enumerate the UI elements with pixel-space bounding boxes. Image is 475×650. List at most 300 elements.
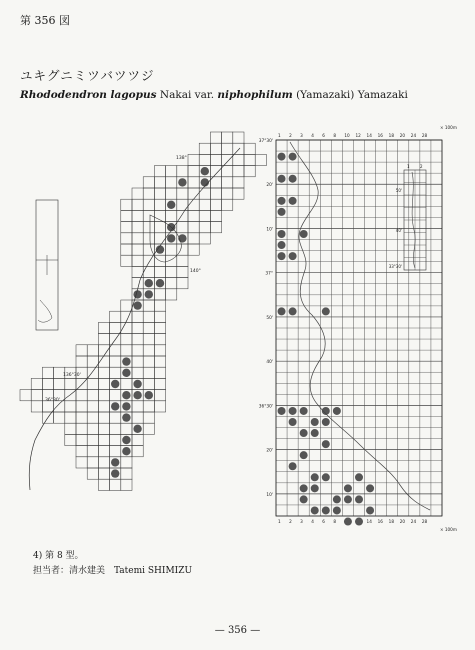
map-grid-cell xyxy=(143,322,154,333)
map-grid-cell xyxy=(154,356,165,367)
chart-top-tick: 20 xyxy=(399,133,406,138)
chart-occurrence-dot xyxy=(289,175,297,183)
map-grid-cell xyxy=(210,166,221,177)
chart-bottom-tick: 6 xyxy=(322,519,325,524)
map-grid-cell xyxy=(177,188,188,199)
chart-top-tick: 12 xyxy=(355,133,361,138)
chart-occurrence-dot xyxy=(289,407,297,415)
chart-top-tick: 16 xyxy=(377,133,383,138)
map-occurrence-dot xyxy=(122,447,130,455)
map-occurrence-dot xyxy=(133,425,141,433)
map-grid-cell xyxy=(166,177,177,188)
map-grid-cell xyxy=(132,222,143,233)
map-grid-cell xyxy=(76,390,87,401)
map-grid-cell xyxy=(233,166,244,177)
map-grid-cell xyxy=(87,434,98,445)
map-grid-cell xyxy=(110,446,121,457)
chart-occurrence-dot xyxy=(322,418,330,426)
chart-occurrence-dot xyxy=(311,418,319,426)
map-grid-cell xyxy=(31,401,42,412)
map-grid-cell xyxy=(143,311,154,322)
map-grid-cell xyxy=(188,177,199,188)
map-occurrence-dot xyxy=(111,402,119,410)
map-grid-cell xyxy=(76,434,87,445)
map-grid-cell xyxy=(110,322,121,333)
map-grid-cell xyxy=(222,199,233,210)
map-occurrence-dot xyxy=(178,178,186,186)
map-grid-cell xyxy=(222,166,233,177)
map-grid-cell xyxy=(132,322,143,333)
chart-top-tick: 8 xyxy=(333,133,337,138)
chart-top-tick: 24 xyxy=(410,133,417,138)
map-grid-cell xyxy=(143,199,154,210)
chart-occurrence-dot xyxy=(300,429,308,437)
inset-tick-label: 2 xyxy=(420,164,423,169)
map-grid-cell xyxy=(98,390,109,401)
map-occurrence-dot xyxy=(156,279,164,287)
map-grid-cell xyxy=(154,177,165,188)
map-grid-cell xyxy=(143,244,154,255)
map-grid-cell xyxy=(222,154,233,165)
chart-top-tick: 2 xyxy=(289,133,292,138)
map-grid-cell xyxy=(76,345,87,356)
map-grid-cell xyxy=(76,446,87,457)
map-grid-cell xyxy=(188,210,199,221)
map-occurrence-dot xyxy=(122,357,130,365)
map-grid-cell xyxy=(154,199,165,210)
chart-occurrence-dot xyxy=(311,473,319,481)
inset-tick-label: 1 xyxy=(407,164,410,169)
chart-lat-label: 20' xyxy=(266,183,273,189)
map-occurrence-dot xyxy=(111,380,119,388)
map-label-lon-140: 140° xyxy=(190,269,201,274)
chart-top-unit: × 100m xyxy=(440,125,457,130)
map-occurrence-dot xyxy=(122,436,130,444)
map-grid-cell xyxy=(199,233,210,244)
map-occurrence-dot xyxy=(111,469,119,477)
map-grid-cell xyxy=(31,390,42,401)
map-grid-cell xyxy=(154,390,165,401)
map-occurrence-dot xyxy=(133,380,141,388)
map-occurrence-dot xyxy=(167,201,175,209)
map-grid-cell xyxy=(132,255,143,266)
map-grid-cell xyxy=(76,412,87,423)
map-grid-cell xyxy=(132,210,143,221)
map-grid-cell xyxy=(154,345,165,356)
species-japanese-name: ユキグニミツバツツジ xyxy=(20,68,155,83)
map-grid-cell xyxy=(87,412,98,423)
chart-occurrence-dot xyxy=(311,429,319,437)
map-grid-cell xyxy=(210,199,221,210)
map-grid-cell xyxy=(54,378,65,389)
map-grid-cell xyxy=(110,434,121,445)
map-occurrence-dot xyxy=(133,301,141,309)
chart-bottom-tick: 3 xyxy=(300,519,303,524)
chart-occurrence-dot xyxy=(289,418,297,426)
map-grid-cell xyxy=(143,423,154,434)
chart-occurrence-dot xyxy=(300,230,308,238)
map-grid-cell xyxy=(87,390,98,401)
chart-bottom-tick: 1 xyxy=(278,519,281,524)
chart-lat-label: 10' xyxy=(266,492,273,498)
map-grid-cell xyxy=(65,423,76,434)
map-grid-cell xyxy=(188,233,199,244)
chart-occurrence-dot xyxy=(344,518,352,526)
map-grid-cell xyxy=(87,423,98,434)
map-grid-cell xyxy=(132,311,143,322)
map-grid-cell xyxy=(121,244,132,255)
map-grid-cell xyxy=(244,143,255,154)
map-grid-cell xyxy=(42,367,53,378)
map-grid-cell xyxy=(233,143,244,154)
map-grid-cell xyxy=(154,367,165,378)
map-grid-cell xyxy=(233,177,244,188)
map-grid-cell xyxy=(87,457,98,468)
inset-lat-label: 40' xyxy=(395,228,402,233)
chart-occurrence-dot xyxy=(311,506,319,514)
map-grid-cell xyxy=(143,345,154,356)
chart-lat-label: 36°30' xyxy=(258,404,273,410)
chart-occurrence-dot xyxy=(278,307,286,315)
chart-occurrence-dot xyxy=(278,230,286,238)
map-grid-cell xyxy=(199,188,210,199)
map-grid-cell xyxy=(154,266,165,277)
chart-occurrence-dot xyxy=(311,484,319,492)
left-inset-coast xyxy=(38,300,52,322)
map-grid-cell xyxy=(65,434,76,445)
map-grid-cell xyxy=(154,188,165,199)
map-grid-cell xyxy=(166,188,177,199)
map-grid-cell xyxy=(210,143,221,154)
chart-bottom-tick: 2 xyxy=(289,519,292,524)
map-grid-cell xyxy=(65,412,76,423)
map-grid-cell xyxy=(188,188,199,199)
map-grid-cell xyxy=(154,378,165,389)
map-grid-cell xyxy=(132,199,143,210)
map-grid-cell xyxy=(110,356,121,367)
map-grid-cell xyxy=(199,222,210,233)
map-grid-cell xyxy=(87,378,98,389)
map-grid-cell xyxy=(98,446,109,457)
chart-occurrence-dot xyxy=(322,473,330,481)
map-grid-cell xyxy=(188,199,199,210)
chart-occurrence-dot xyxy=(344,484,352,492)
map-grid-cell xyxy=(132,188,143,199)
map-grid-cell xyxy=(166,266,177,277)
map-grid-cell xyxy=(98,322,109,333)
map-grid-cell xyxy=(143,300,154,311)
chart-occurrence-dot xyxy=(278,153,286,161)
map-occurrence-dot xyxy=(122,369,130,377)
map-occurrence-dot xyxy=(145,391,153,399)
map-grid-cell xyxy=(132,446,143,457)
map-grid-cell xyxy=(199,143,210,154)
map-grid-cell xyxy=(121,468,132,479)
map-occurrence-dot xyxy=(167,234,175,242)
map-grid-cell xyxy=(110,311,121,322)
inset-lat-label: 50' xyxy=(395,188,402,193)
map-grid-cell xyxy=(121,378,132,389)
map-grid-cell xyxy=(98,457,109,468)
chart-occurrence-dot xyxy=(278,197,286,205)
map-grid-cell xyxy=(143,378,154,389)
distribution-map xyxy=(20,132,266,490)
chart-top-tick: 14 xyxy=(366,133,372,138)
map-grid-cell xyxy=(143,188,154,199)
map-grid-cell xyxy=(177,266,188,277)
inset-lat-label: 33°30' xyxy=(388,264,402,269)
chart-bottom-tick: 24 xyxy=(410,519,417,524)
map-grid-cell xyxy=(65,378,76,389)
map-grid-cell xyxy=(110,479,121,490)
map-grid-cell xyxy=(76,356,87,367)
chart-top-tick: 6 xyxy=(322,133,325,138)
map-label-lon-136-30: 136°30' xyxy=(63,373,81,378)
map-grid-cell xyxy=(244,166,255,177)
chart-occurrence-dot xyxy=(278,407,286,415)
map-grid-cell xyxy=(110,345,121,356)
chart-occurrence-dot xyxy=(289,462,297,470)
map-grid-cell xyxy=(98,412,109,423)
chart-occurrence-dot xyxy=(366,506,374,514)
map-grid-cell xyxy=(31,378,42,389)
map-grid-cell xyxy=(154,222,165,233)
map-grid-cell xyxy=(199,199,210,210)
map-grid-cell xyxy=(188,154,199,165)
chart-lat-label: 10' xyxy=(266,227,273,233)
map-grid-cell xyxy=(199,210,210,221)
chart-top-tick: 4 xyxy=(311,133,314,138)
chart-bottom-tick: 4 xyxy=(311,519,314,524)
map-occurrence-dot xyxy=(122,391,130,399)
map-grid-cell xyxy=(166,278,177,289)
chart-occurrence-dot xyxy=(300,407,308,415)
chart-bottom-tick: 14 xyxy=(366,519,372,524)
chart-occurrence-dot xyxy=(355,495,363,503)
map-grid-cell xyxy=(121,479,132,490)
map-occurrence-dot xyxy=(122,402,130,410)
chart-top-tick: 18 xyxy=(388,133,395,138)
map-grid-cell xyxy=(255,154,266,165)
map-grid-cell xyxy=(143,334,154,345)
author-1: Nakai var. xyxy=(159,89,215,101)
chart-lat-label: 37° xyxy=(265,271,273,277)
map-grid-cell xyxy=(154,401,165,412)
left-inset-map xyxy=(36,200,58,330)
map-grid-cell xyxy=(87,345,98,356)
map-occurrence-dot xyxy=(201,167,209,175)
map-grid-cell xyxy=(143,412,154,423)
map-grid-cell xyxy=(20,390,31,401)
chart-bottom-unit: × 100m xyxy=(440,527,457,532)
map-grid-cell xyxy=(98,423,109,434)
map-grid-cell xyxy=(177,222,188,233)
map-grid-cell xyxy=(166,166,177,177)
map-grid-cell xyxy=(121,423,132,434)
chart-bottom-tick: 8 xyxy=(333,519,337,524)
map-grid-cell xyxy=(98,334,109,345)
map-grid-cell xyxy=(143,401,154,412)
map-label-lat-36-30: 36°30' xyxy=(45,398,60,403)
map-occurrence-dot xyxy=(133,391,141,399)
map-grid-cell xyxy=(154,233,165,244)
map-occurrence-dot xyxy=(145,279,153,287)
map-grid-cell xyxy=(166,210,177,221)
chart-occurrence-dot xyxy=(289,252,297,260)
page-number: — 356 — xyxy=(214,625,261,636)
map-grid-cell xyxy=(177,166,188,177)
map-grid-cell xyxy=(121,334,132,345)
map-grid-cell xyxy=(166,289,177,300)
map-grid-cell xyxy=(154,289,165,300)
map-grid-cell xyxy=(222,177,233,188)
chart-bottom-tick: 20 xyxy=(399,519,406,524)
map-grid-cell xyxy=(210,210,221,221)
map-grid-cell xyxy=(132,412,143,423)
map-grid-cell xyxy=(110,367,121,378)
map-grid-cell xyxy=(154,334,165,345)
map-occurrence-dot xyxy=(145,290,153,298)
altitude-latitude-chart xyxy=(259,125,457,532)
map-grid-cell xyxy=(76,401,87,412)
map-grid-cell xyxy=(188,244,199,255)
map-grid-cell xyxy=(87,468,98,479)
variety-name: niphophilum xyxy=(217,89,293,101)
chart-occurrence-dot xyxy=(322,307,330,315)
map-grid-cell xyxy=(154,311,165,322)
map-grid-cell xyxy=(188,166,199,177)
map-grid-cell xyxy=(65,401,76,412)
chart-occurrence-dot xyxy=(366,484,374,492)
map-occurrence-dot xyxy=(201,178,209,186)
map-grid-cell xyxy=(188,222,199,233)
chart-occurrence-dot xyxy=(333,506,341,514)
map-grid-cell xyxy=(143,177,154,188)
chart-occurrence-dot xyxy=(289,307,297,315)
chart-occurrence-dot xyxy=(278,252,286,260)
map-grid-cell xyxy=(42,378,53,389)
chart-lat-label: 37°30' xyxy=(258,139,273,144)
chart-occurrence-dot xyxy=(322,440,330,448)
author-2: (Yamazaki) Yamazaki xyxy=(296,89,408,101)
chart-bottom-tick: 16 xyxy=(377,519,383,524)
map-grid-cell xyxy=(87,401,98,412)
note-author: 担当者：清水建美 Tatemi SHIMIZU xyxy=(33,566,193,576)
chart-occurrence-dot xyxy=(300,495,308,503)
map-grid-cell xyxy=(110,423,121,434)
map-grid-cell xyxy=(121,210,132,221)
map-grid-cell xyxy=(132,401,143,412)
map-grid-cell xyxy=(210,222,221,233)
map-grid-cell xyxy=(121,222,132,233)
map-grid-cell xyxy=(121,233,132,244)
map-occurrence-dot xyxy=(122,413,130,421)
map-grid-cell xyxy=(132,345,143,356)
map-grid-cell xyxy=(233,132,244,143)
map-grid-cell xyxy=(87,446,98,457)
map-occurrence-dot xyxy=(111,458,119,466)
map-grid-cell xyxy=(98,479,109,490)
chart-occurrence-dot xyxy=(278,208,286,216)
map-grid-cell xyxy=(210,132,221,143)
chart-occurrence-dot xyxy=(355,473,363,481)
chart-occurrence-dot xyxy=(300,484,308,492)
map-grid-cell xyxy=(121,457,132,468)
map-grid-cell xyxy=(132,356,143,367)
map-grid-cell xyxy=(210,154,221,165)
map-grid-cell xyxy=(222,188,233,199)
map-label-lon-138: 138° xyxy=(176,156,187,161)
map-grid-cell xyxy=(54,412,65,423)
map-grid-cell xyxy=(121,255,132,266)
map-grid-cell xyxy=(121,300,132,311)
map-grid-cell xyxy=(210,188,221,199)
note-type: 4) 第 8 型。 xyxy=(33,551,84,561)
map-grid-cell xyxy=(222,143,233,154)
chart-lat-label: 40' xyxy=(266,360,273,366)
map-grid-cell xyxy=(98,434,109,445)
map-grid-cell xyxy=(143,222,154,233)
chart-occurrence-dot xyxy=(289,153,297,161)
chart-occurrence-dot xyxy=(300,451,308,459)
map-grid-cell xyxy=(132,233,143,244)
chart-lat-label: 20' xyxy=(266,448,273,454)
chart-occurrence-dot xyxy=(278,175,286,183)
map-grid-cell xyxy=(121,345,132,356)
genus-species: Rhododendron lagopus xyxy=(20,89,157,101)
map-grid-cell xyxy=(132,334,143,345)
map-grid-cell xyxy=(143,356,154,367)
map-grid-cell xyxy=(244,154,255,165)
figure-number: 第 356 図 xyxy=(20,14,70,27)
map-grid-cell xyxy=(76,423,87,434)
map-grid-cell xyxy=(110,412,121,423)
chart-bottom-tick: 28 xyxy=(421,519,428,524)
map-grid-cell xyxy=(233,154,244,165)
map-grid-cell xyxy=(199,154,210,165)
map-grid-cell xyxy=(177,255,188,266)
chart-top-tick: 3 xyxy=(300,133,303,138)
chart-occurrence-dot xyxy=(333,495,341,503)
map-grid-cell xyxy=(154,300,165,311)
map-grid-cell xyxy=(98,468,109,479)
chart-bottom-tick: 18 xyxy=(388,519,395,524)
map-grid-cell xyxy=(143,233,154,244)
map-grid-cell xyxy=(98,401,109,412)
map-grid-cell xyxy=(132,434,143,445)
map-grid-cell xyxy=(98,378,109,389)
map-grid-cell xyxy=(154,322,165,333)
chart-occurrence-dot xyxy=(333,407,341,415)
chart-top-tick: 28 xyxy=(421,133,428,138)
map-occurrence-dot xyxy=(133,290,141,298)
chart-occurrence-dot xyxy=(289,197,297,205)
map-grid-cell xyxy=(132,367,143,378)
map-grid-cell xyxy=(233,188,244,199)
map-grid-cell xyxy=(143,367,154,378)
chart-occurrence-dot xyxy=(278,241,286,249)
chart-occurrence-dot xyxy=(344,495,352,503)
map-grid-cell xyxy=(132,278,143,289)
map-grid-cell xyxy=(76,457,87,468)
chart-top-tick: 10 xyxy=(344,133,350,138)
map-grid-cell xyxy=(143,266,154,277)
map-grid-cell xyxy=(222,132,233,143)
chart-occurrence-dot xyxy=(355,518,363,526)
chart-lat-label: 50' xyxy=(266,315,273,321)
map-grid-cell xyxy=(110,390,121,401)
map-grid-cell xyxy=(154,166,165,177)
